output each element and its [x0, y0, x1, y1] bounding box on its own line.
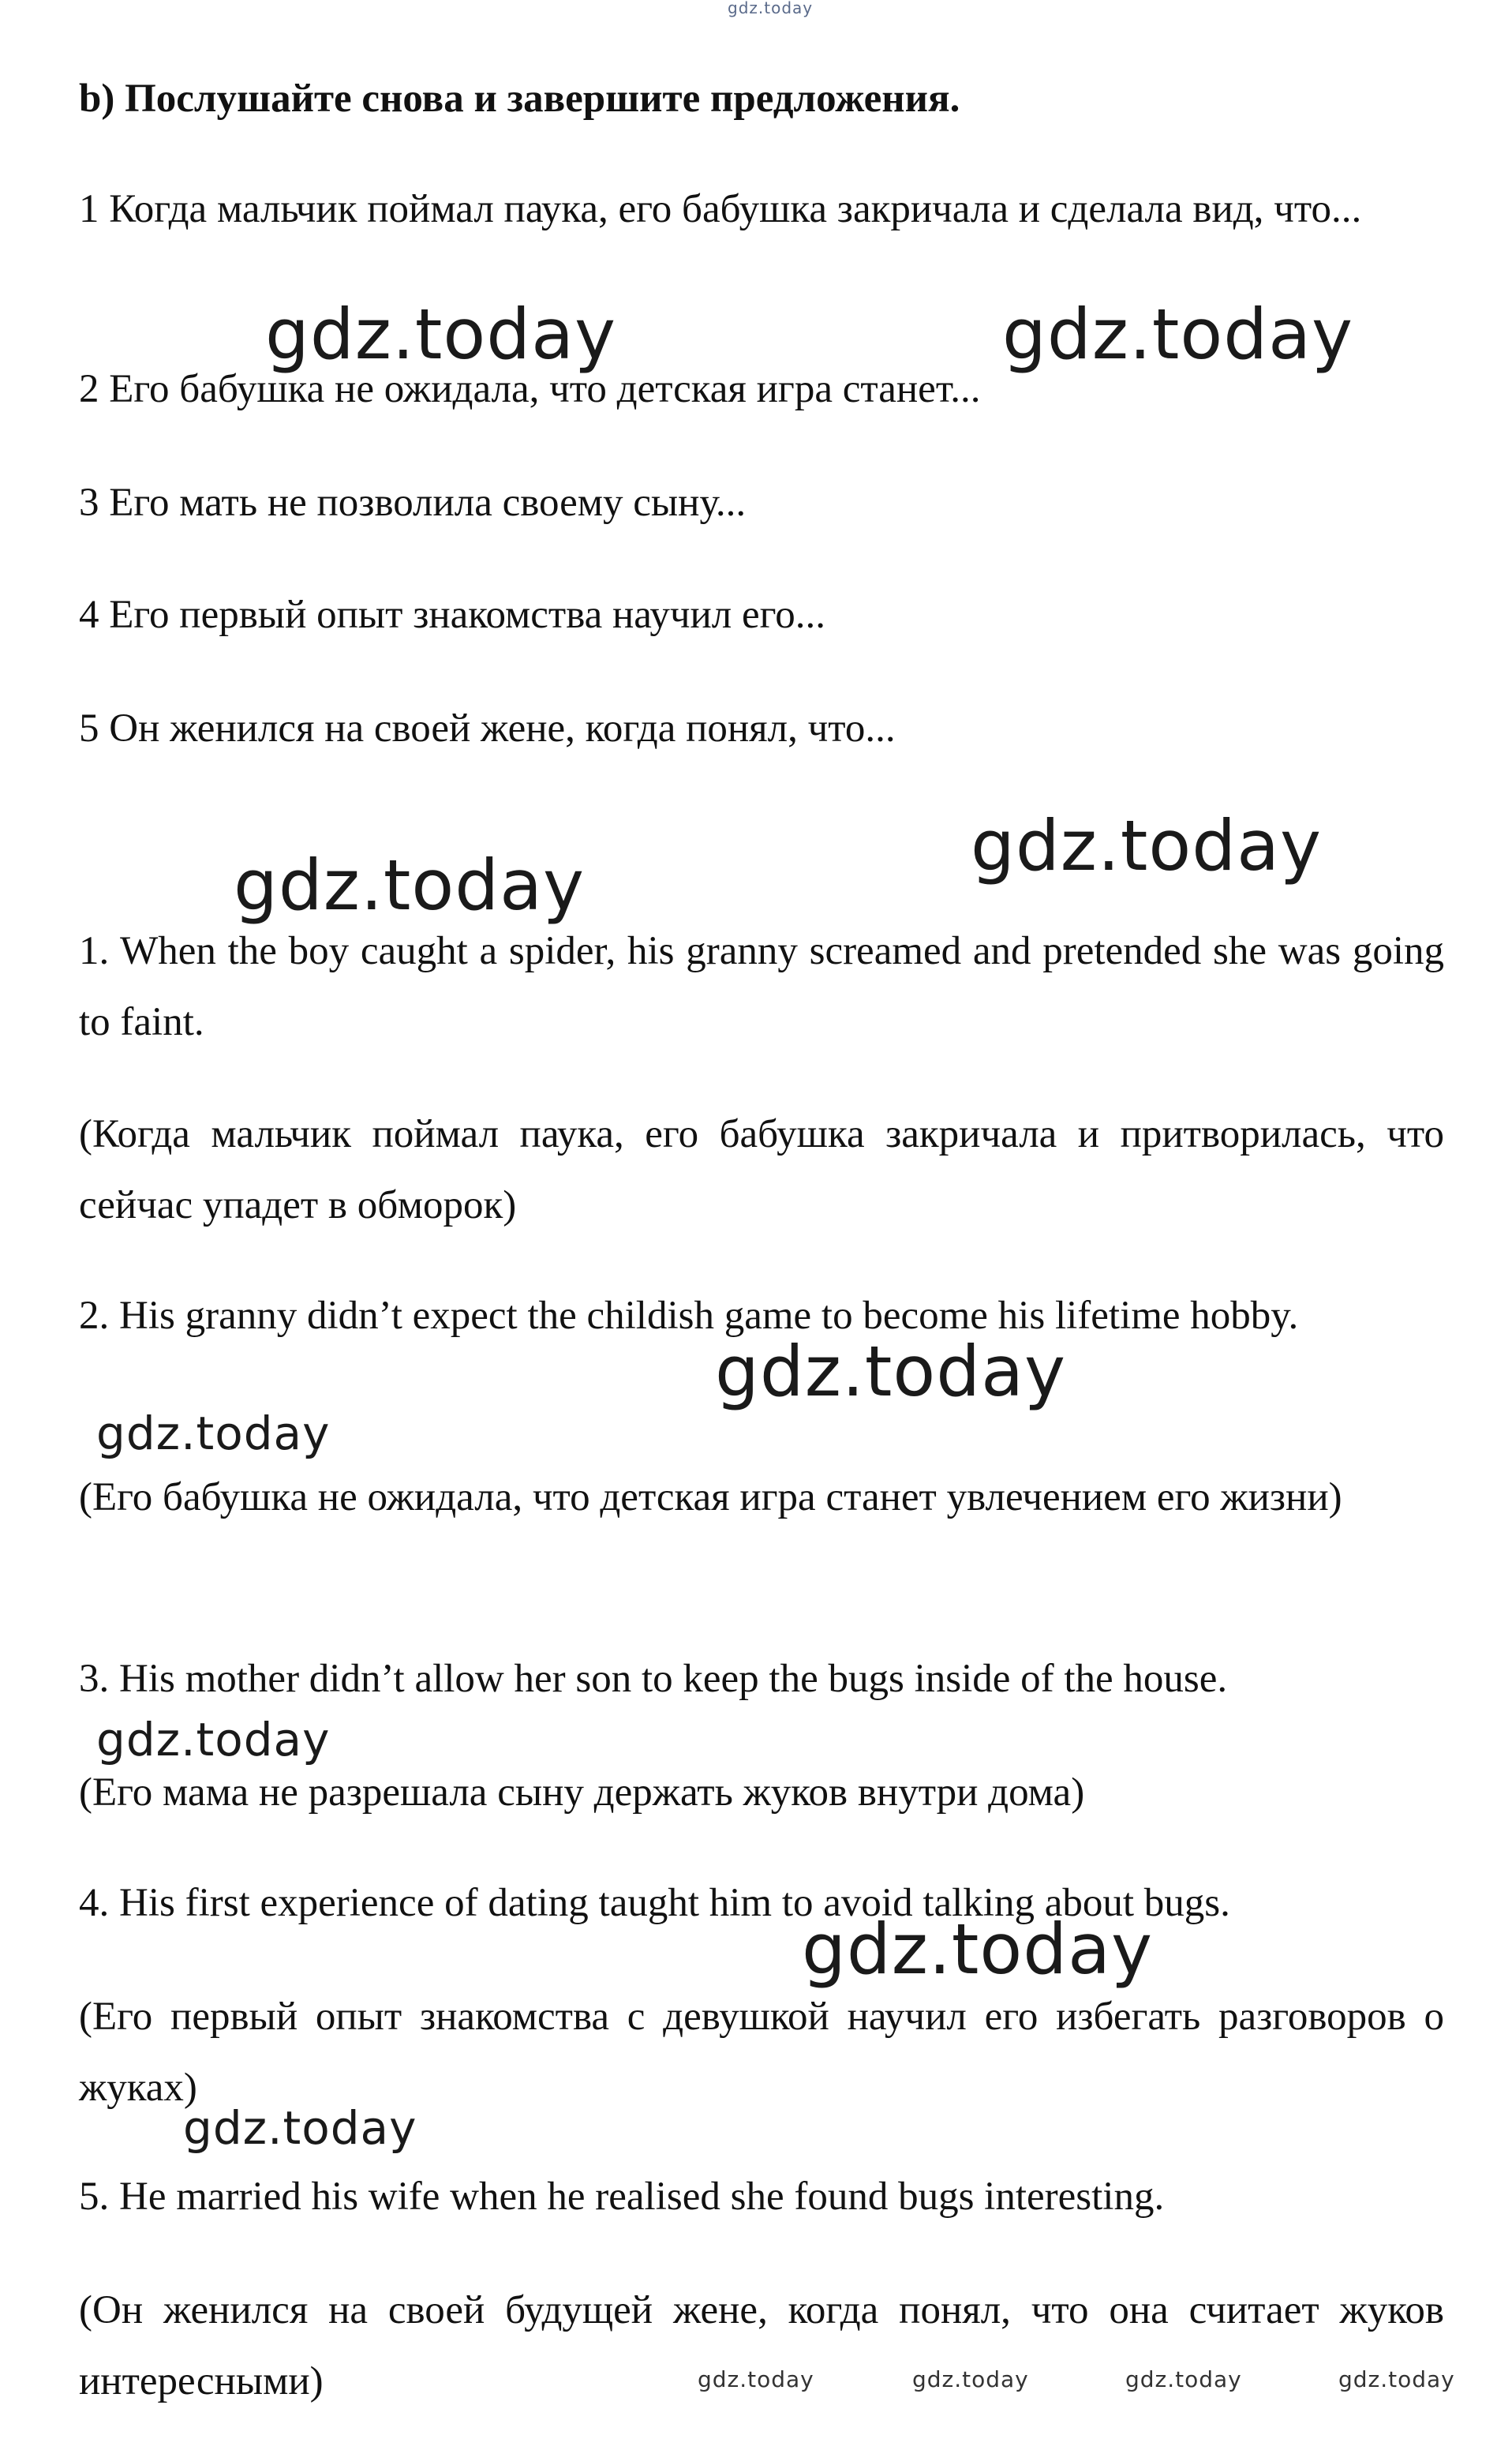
- answer-2-english: 2. His granny didn’t expect the childish game to become his lifetime hobby.: [79, 1294, 1299, 1338]
- watermark: gdz.today: [234, 845, 586, 926]
- watermark: gdz.today: [96, 1407, 331, 1460]
- watermark: gdz.today: [183, 2101, 417, 2155]
- answer-4-russian: (Его первый опыт знакомства с девушкой научил его избегать разговоров о жуках): [79, 1995, 1444, 2110]
- footer-watermark: gdz.today: [912, 2366, 1029, 2392]
- footer-watermark: gdz.today: [698, 2366, 814, 2392]
- prompt-1: 1 Когда мальчик поймал паука, его бабушка закричала и сделала вид, что...: [79, 187, 1362, 231]
- watermark: gdz.today: [971, 805, 1323, 886]
- answer-4-english: 4. His first experience of dating taught him to avoid talking about bugs.: [79, 1881, 1230, 1925]
- footer-watermark: gdz.today: [1125, 2366, 1242, 2392]
- exercise-title: b) Послушайте снова и завершите предложения.: [79, 77, 960, 121]
- prompt-4: 4 Его первый опыт знакомства научил его...: [79, 593, 826, 637]
- footer-watermark: gdz.today: [1338, 2366, 1455, 2392]
- watermark: gdz.today: [96, 1713, 331, 1766]
- prompt-3: 3 Его мать не позволила своему сыну...: [79, 481, 747, 525]
- answer-1-russian: (Когда мальчик поймал паука, его бабушка закричала и притворилась, что сейчас упадет в обморок): [79, 1112, 1444, 1227]
- prompt-2: 2 Его бабушка не ожидала, что детская игра станет...: [79, 367, 981, 411]
- answer-5-russian: (Он женился на своей будущей жене, когда понял, что она считает жуков интересными): [79, 2288, 1444, 2403]
- answer-3-russian: (Его мама не разрешала сыну держать жуков внутри дома): [79, 1770, 1085, 1815]
- prompt-5: 5 Он женился на своей жене, когда понял, что...: [79, 706, 896, 751]
- watermark: gdz.today: [1002, 294, 1354, 375]
- answer-1-english: 1. When the boy caught a spider, his granny screamed and pretended she was going to faint.: [79, 929, 1444, 1044]
- watermark: gdz.today: [265, 294, 617, 375]
- watermark: gdz.today: [715, 1331, 1067, 1412]
- answer-3-english: 3. His mother didn’t allow her son to keep the bugs inside of the house.: [79, 1657, 1228, 1701]
- answer-5-english: 5. He married his wife when he realised she found bugs interesting.: [79, 2175, 1165, 2219]
- header-site-tag: gdz.today: [728, 0, 814, 17]
- answer-2-russian: (Его бабушка не ожидала, что детская игра станет увлечением его жизни): [79, 1475, 1342, 1519]
- watermark: gdz.today: [802, 1909, 1154, 1990]
